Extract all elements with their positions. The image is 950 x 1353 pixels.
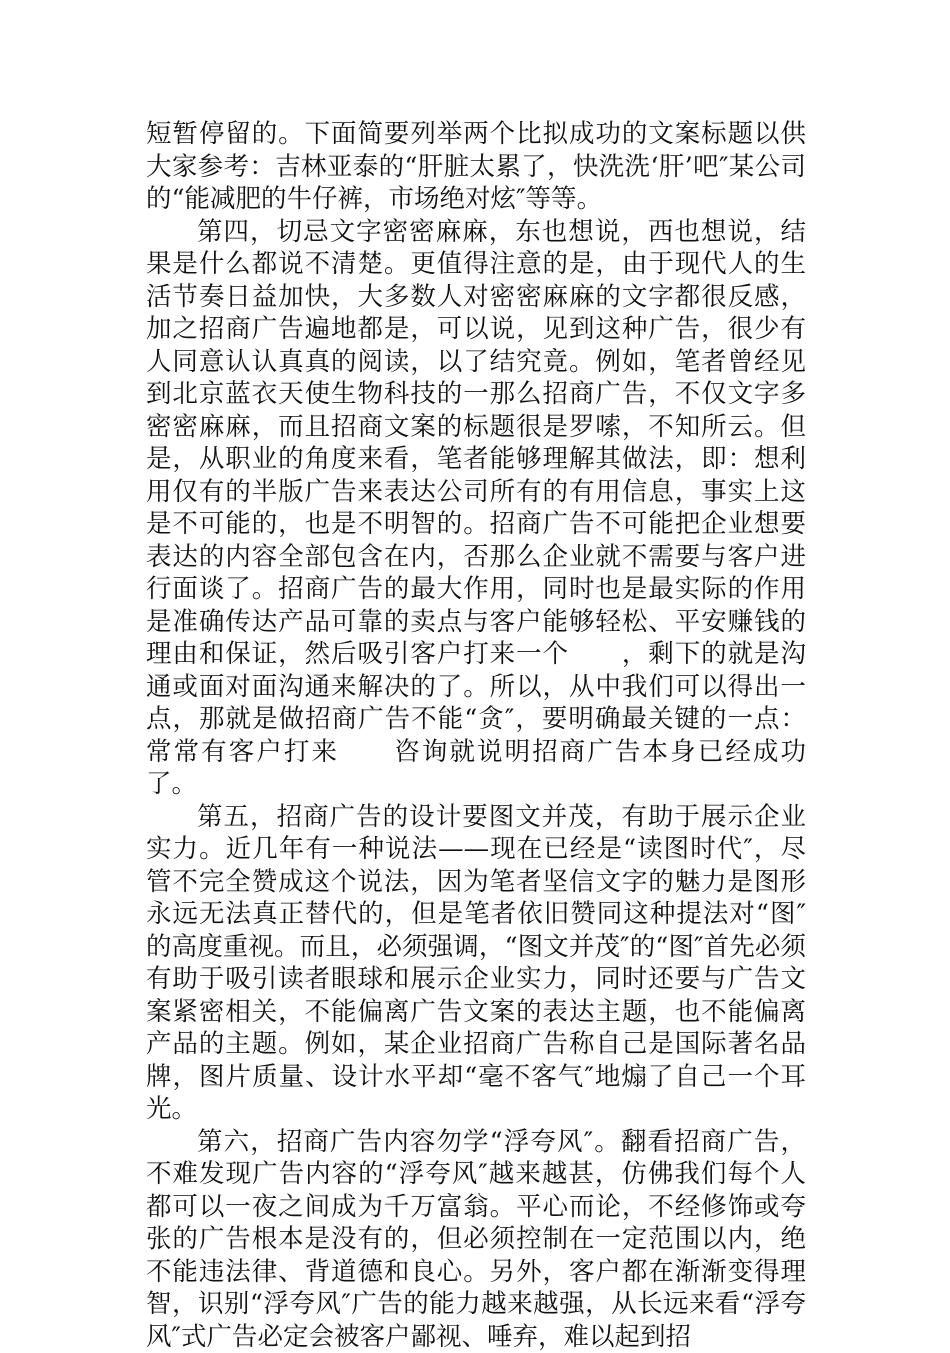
paragraph-2: 第四，切忌文字密密麻麻，东也想说，西也想说，结果是什么都说不清楚。更值得注意的是，由于现代人的生活节奏日益加快，大多数人对密密麻麻的文字都很反感，加之招商广告遍地都是，可以说，见到这种广告，很少有人同意认认真真的阅读，以了结究竟。例如，笔者曾经见到北京蓝衣天使生物科技的一那么招商广告，不仅文字多密密麻麻，而且招商文案的标题很是罗嗦，不知所云。但是，从职业的角度来看，笔者能够理解其做法，即：想利用仅有的半版广告来表达公司所有的有用信息，事实上这是不可能的，也是不明智的。招商广告不可能把企业想要表达的内容全部包含在内，否那么企业就不需要与客户进行面谈了。招商广告的最大作用，同时也是最实际的作用是准确传达产品可靠的卖点与客户能够轻松、平安赚钱的理由和保证，然后吸引客户打来一个 ，剩下的就是沟通或面对面沟通来解决的了。所以，从中我们可以得出一点，那就是做招商广告不能“贪″，要明确最关键的一点：常常有客户打来 咨询就说明招商广告本身已经成功了。 [146,216,806,801]
paragraph-1: 短暂停留的。下面简要列举两个比拟成功的文案标题以供大家参考：吉林亚泰的“肝脏太累了，快洗洗‘肝’吧″某公司的“能减肥的牛仔裤，市场绝对炫″等等。 [146,118,806,216]
body-text [146,118,806,1353]
paragraph-3: 第五，招商广告的设计要图文并茂，有助于展示企业实力。近几年有一种说法——现在已经是“读图时代″，尽管不完全赞成这个说法，因为笔者坚信文字的魅力是图形永远无法真正替代的，但是笔者依旧赞同这种提法对“图″的高度重视。而且，必须强调，“图文并茂″的“图″首先必须有助于吸引读者眼球和展示企业实力，同时还要与广告文案紧密相关，不能偏离广告文案的表达主题，也不能偏离产品的主题。例如，某企业招商广告称自己是国际著名品牌，图片质量、设计水平却“毫不客气″地煽了自己一个耳光。 [146,801,806,1126]
paragraph-4: 第六，招商广告内容勿学“浮夸风″。翻看招商广告，不难发现广告内容的“浮夸风″越来越甚，仿佛我们每个人都可以一夜之间成为千万富翁。平心而论，不经修饰或夸张的广告根本是没有的，但必须控制在一定范围以内，绝不能违法律、背道德和良心。另外，客户都在渐渐变得理智，识别“浮夸风″广告的能力越来越强，从长远来看“浮夸风″式广告必定会被客户鄙视、唾弃，难以起到招 [146,1126,806,1353]
